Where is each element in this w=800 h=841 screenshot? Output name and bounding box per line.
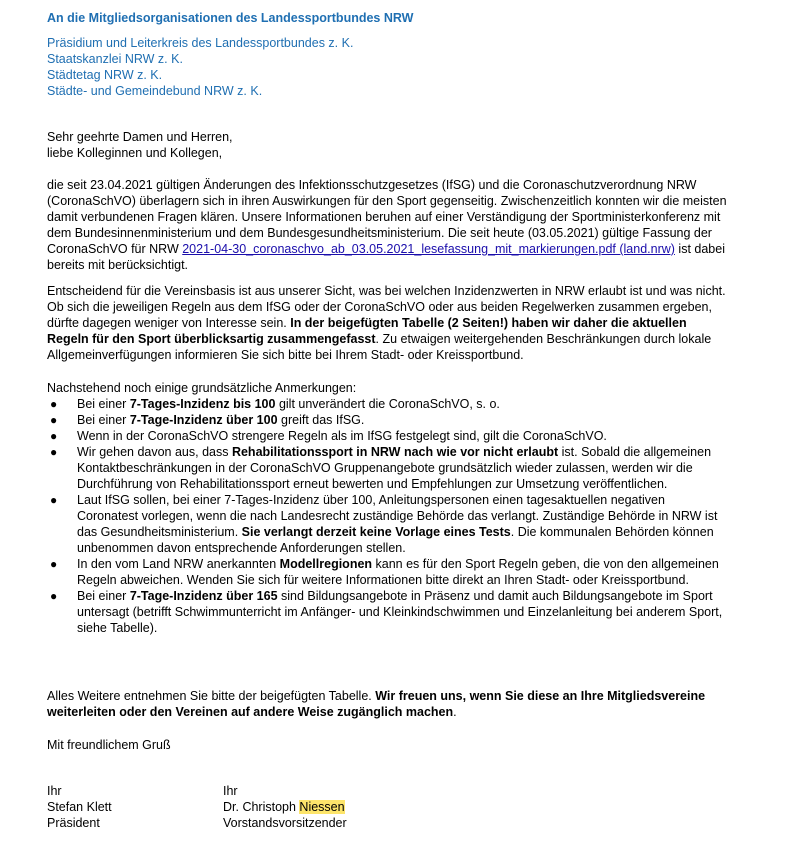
salutation-line: liebe Kolleginnen und Kollegen, bbox=[47, 146, 223, 160]
paragraph-basis bbox=[47, 283, 727, 363]
recipient-list bbox=[47, 35, 353, 99]
list-item bbox=[47, 492, 727, 556]
list-item bbox=[47, 444, 727, 492]
paragraph-closing bbox=[47, 688, 727, 720]
item-text: . Die kommunalen Behörden können unbenommen davon entsprechende Anforderungen stellen. bbox=[77, 525, 714, 555]
signature-prefix: Ihr bbox=[47, 784, 62, 798]
notes-intro: Nachstehend noch einige grundsätzliche Anmerkungen: bbox=[47, 381, 357, 395]
signature-right bbox=[223, 783, 347, 831]
list-item bbox=[47, 396, 727, 412]
paragraph-emphasis: In der beigefügten Tabelle (2 Seiten!) haben wir daher die aktuellen Regeln für den Sport überblicksartig zusammengefasst bbox=[47, 316, 687, 346]
salutation bbox=[47, 129, 727, 161]
list-item bbox=[47, 588, 727, 636]
list-item bbox=[47, 428, 727, 444]
item-text: sind Bildungsangebote in Präsenz und damit auch Bildungsangebote im Sport untersagt (betrifft Schwimmunterricht im Anfänger- und Kleinkindschwimmen und Einzelanleitung bei anderem Sport, siehe Tabelle). bbox=[77, 589, 723, 635]
paragraph-text: Alles Weitere entnehmen Sie bitte der beigefügten Tabelle. bbox=[47, 689, 376, 703]
list-item bbox=[47, 412, 727, 428]
paragraph-emphasis: Wir freuen uns, wenn Sie diese an Ihre Mitgliedsvereine weiterleiten oder den Vereinen auf andere Weise zugänglich machen bbox=[47, 689, 706, 719]
item-text: In den vom Land NRW anerkannten bbox=[77, 557, 280, 571]
item-text: kann es für den Sport Regeln geben, die von den allgemeinen Regeln abweichen. Wenden Sie sich für weitere Informationen bitte direkt an Ihren Stadt- oder Kreissportbund. bbox=[77, 557, 719, 587]
signature-prefix: Ihr bbox=[223, 784, 238, 798]
item-text: Bei einer bbox=[77, 397, 130, 411]
item-text: greift das IfSG. bbox=[277, 413, 365, 427]
ordinance-pdf-link[interactable]: 2021-04-30_coronaschvo_ab_03.05.2021_lesefassung_mit_markierungen.pdf (land.nrw) bbox=[182, 242, 675, 256]
paragraph-text: ist dabei bereits mit berücksichtigt. bbox=[47, 242, 725, 272]
notes-section bbox=[47, 380, 727, 636]
signature-name-text: Dr. Christoph bbox=[223, 800, 300, 814]
recipient-line: Präsidium und Leiterkreis des Landessportbundes z. K. bbox=[47, 36, 354, 50]
bullet-icon: ● bbox=[50, 397, 58, 411]
letter-title: An die Mitgliedsorganisationen des Landessportbundes NRW bbox=[47, 11, 414, 25]
paragraph-text: die seit 23.04.2021 gültigen Änderungen des Infektionsschutzgesetzes (IfSG) und die Coronaschutzverordnung NRW (CoronaSchVO) überlagern sich in ihren Auswirkungen für den Sport gegenseitig. Zwischenzeitlich konnten wir die meisten damit verbundenen Fragen klären. Unsere Informationen beruhen auf einer Verständigung der Sportministerkonferenz mit dem Bundesinnenministerium und dem Bundesgesundheitsministerium. Die seit heute (03.05.2021) gültige Fassung der CoronaSchVO für NRW bbox=[47, 178, 727, 256]
item-text: Laut IfSG sollen, bei einer 7-Tages-Inzidenz über 100, Anleitungspersonen einen tagesaktuellen negativen Coronatest vorlegen, wenn die nach Landesrecht zuständige Behörde das verlangt. Zuständige Behörde in NRW ist das Gesundheitsministerium. bbox=[77, 493, 718, 539]
bullet-icon: ● bbox=[50, 557, 58, 571]
item-emphasis: 7-Tage-Inzidenz über 165 bbox=[129, 589, 278, 603]
salutation-line: Sehr geehrte Damen und Herren, bbox=[47, 130, 233, 144]
item-text: Wir gehen davon aus, dass bbox=[77, 445, 232, 459]
signature-role: Präsident bbox=[47, 816, 100, 830]
greeting: Mit freundlichem Gruß bbox=[47, 738, 171, 752]
item-text: ist. Sobald die allgemeinen Kontaktbeschränkungen in der CoronaSchVO Gruppenangebote grundsätzlich wieder zulassen, werden wir die Durchführung von Rehabilitationssport erneut bewerten und Empfehlungen zur Umsetzung veröffentlichen. bbox=[77, 445, 712, 491]
paragraph-text: Entscheidend für die Vereinsbasis ist aus unserer Sicht, was bei welchen Inzidenzwerten in NRW erlaubt ist und was nicht. Ob sich die jeweiligen Regeln aus dem IfSG oder der CoronaSchVO oder aus beiden Regelwerken zusammen ergeben, dürfte dagegen weniger von Interesse sein. bbox=[47, 284, 726, 330]
recipient-line: Städtetag NRW z. K. bbox=[47, 68, 163, 82]
item-emphasis: Rehabilitationssport in NRW nach wie vor nicht erlaubt bbox=[231, 445, 559, 459]
item-text: Wenn in der CoronaSchVO strengere Regeln als im IfSG festgelegt sind, gilt die CoronaSchVO. bbox=[77, 429, 607, 443]
bullet-icon: ● bbox=[50, 493, 58, 507]
item-text: Bei einer bbox=[77, 589, 130, 603]
item-emphasis: 7-Tages-Inzidenz bis 100 bbox=[129, 397, 276, 411]
paragraph-text: . Zu etwaigen weitergehenden Beschränkungen durch lokale Allgemeinverfügungen informieren Sie sich bitte bei Ihrem Stadt- oder Kreissportbund. bbox=[47, 332, 712, 362]
recipient-line: Städte- und Gemeindebund NRW z. K. bbox=[47, 84, 263, 98]
item-text: gilt unverändert die CoronaSchVO, s. o. bbox=[275, 397, 500, 411]
bullet-icon: ● bbox=[50, 413, 58, 427]
item-emphasis: Sie verlangt derzeit keine Vorlage eines Tests bbox=[241, 525, 511, 539]
bullet-icon: ● bbox=[50, 589, 58, 603]
signature-name bbox=[223, 799, 347, 815]
item-emphasis: 7-Tage-Inzidenz über 100 bbox=[129, 413, 278, 427]
item-emphasis: Modellregionen bbox=[279, 557, 373, 571]
list-item bbox=[47, 556, 727, 588]
paragraph-text: . bbox=[453, 705, 457, 719]
signature-name: Stefan Klett bbox=[47, 800, 112, 814]
paragraph-intro bbox=[47, 177, 727, 273]
signature-left bbox=[47, 783, 112, 831]
item-text: Bei einer bbox=[77, 413, 130, 427]
notes-list bbox=[47, 396, 727, 636]
bullet-icon: ● bbox=[50, 445, 58, 459]
recipient-line: Staatskanzlei NRW z. K. bbox=[47, 52, 183, 66]
signature-role: Vorstandsvorsitzender bbox=[223, 816, 347, 830]
bullet-icon: ● bbox=[50, 429, 58, 443]
highlighted-surname: Niessen bbox=[299, 800, 345, 814]
